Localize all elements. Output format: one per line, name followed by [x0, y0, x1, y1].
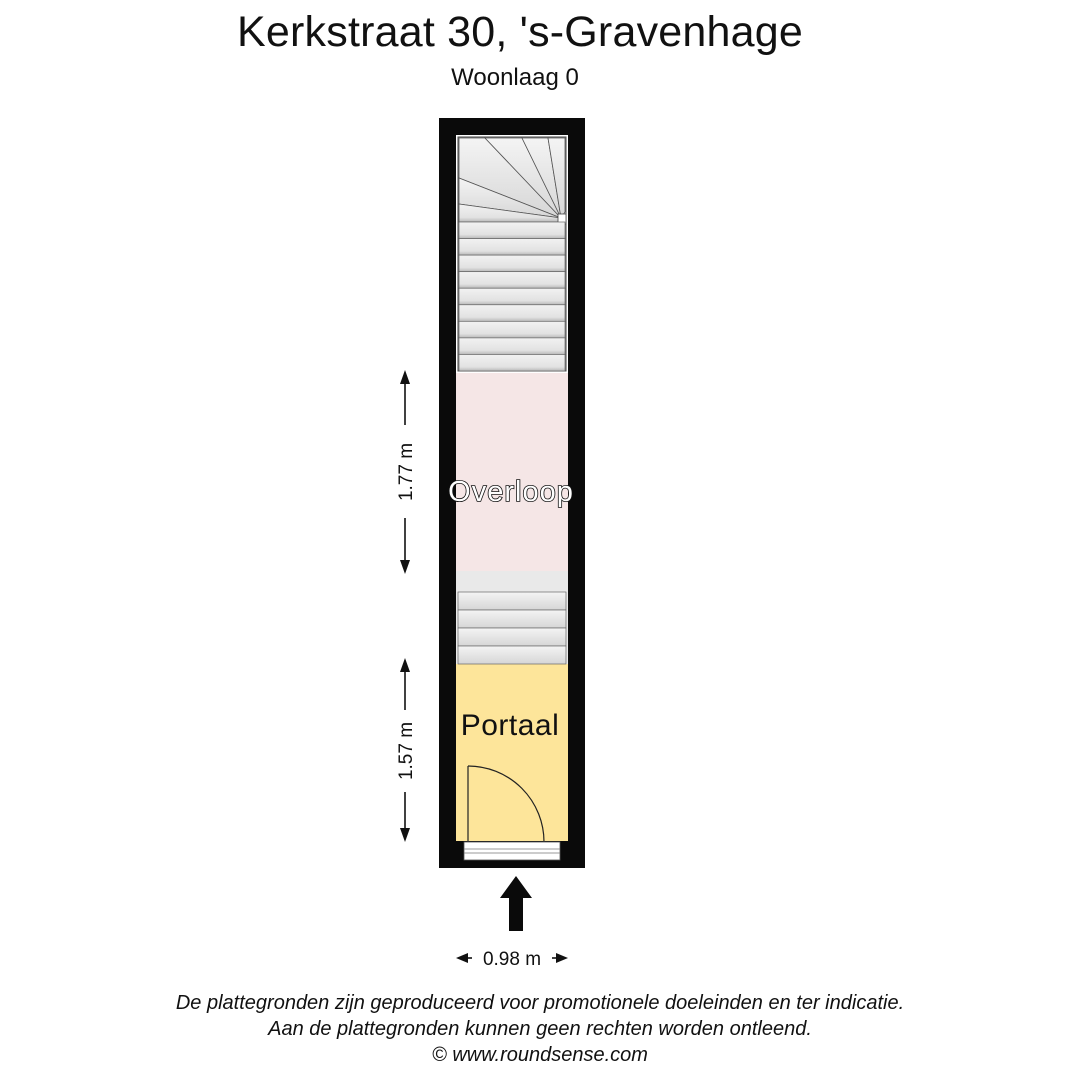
floor-subtitle: Woonlaag 0 — [451, 64, 579, 91]
stair-step — [459, 321, 565, 338]
winder-steps — [459, 138, 566, 224]
stair-step — [458, 610, 566, 628]
overloop-room — [456, 373, 568, 571]
stair-step — [458, 646, 566, 664]
stair-step — [458, 628, 566, 646]
copyright-line: © www.roundsense.com — [432, 1044, 648, 1066]
stair-step — [459, 354, 565, 371]
stair-step — [459, 288, 565, 305]
stair-step — [459, 305, 565, 322]
stair-step — [459, 338, 565, 355]
room-label-portaal: Portaal — [460, 709, 560, 742]
portaal-room — [456, 664, 568, 841]
disclaimer-line-2: Aan de plattegronden kunnen geen rechten worden ontleend. — [268, 1018, 812, 1040]
dimension-portaal — [396, 658, 417, 842]
entrance-arrow-icon — [500, 876, 532, 931]
stair-step — [459, 272, 565, 289]
room-label-overloop: Overloop — [448, 476, 574, 508]
bottom-steps — [458, 592, 566, 664]
stair-step — [458, 592, 566, 610]
straight-steps — [459, 222, 565, 371]
stair-step — [459, 239, 565, 256]
page-title: Kerkstraat 30, 's-Gravenhage — [237, 8, 803, 56]
dimension-label-overloop: 1.77 m — [396, 442, 417, 502]
dimension-label-width: 0.98 m — [482, 949, 542, 970]
dimension-overloop — [396, 370, 417, 574]
dimension-label-portaal: 1.57 m — [396, 721, 417, 781]
disclaimer-line-1: De plattegronden zijn geproduceerd voor promotionele doeleinden en ter indicatie. — [175, 992, 905, 1014]
stair-step — [459, 255, 565, 272]
stair-step — [459, 222, 565, 239]
dimension-width — [456, 949, 568, 970]
